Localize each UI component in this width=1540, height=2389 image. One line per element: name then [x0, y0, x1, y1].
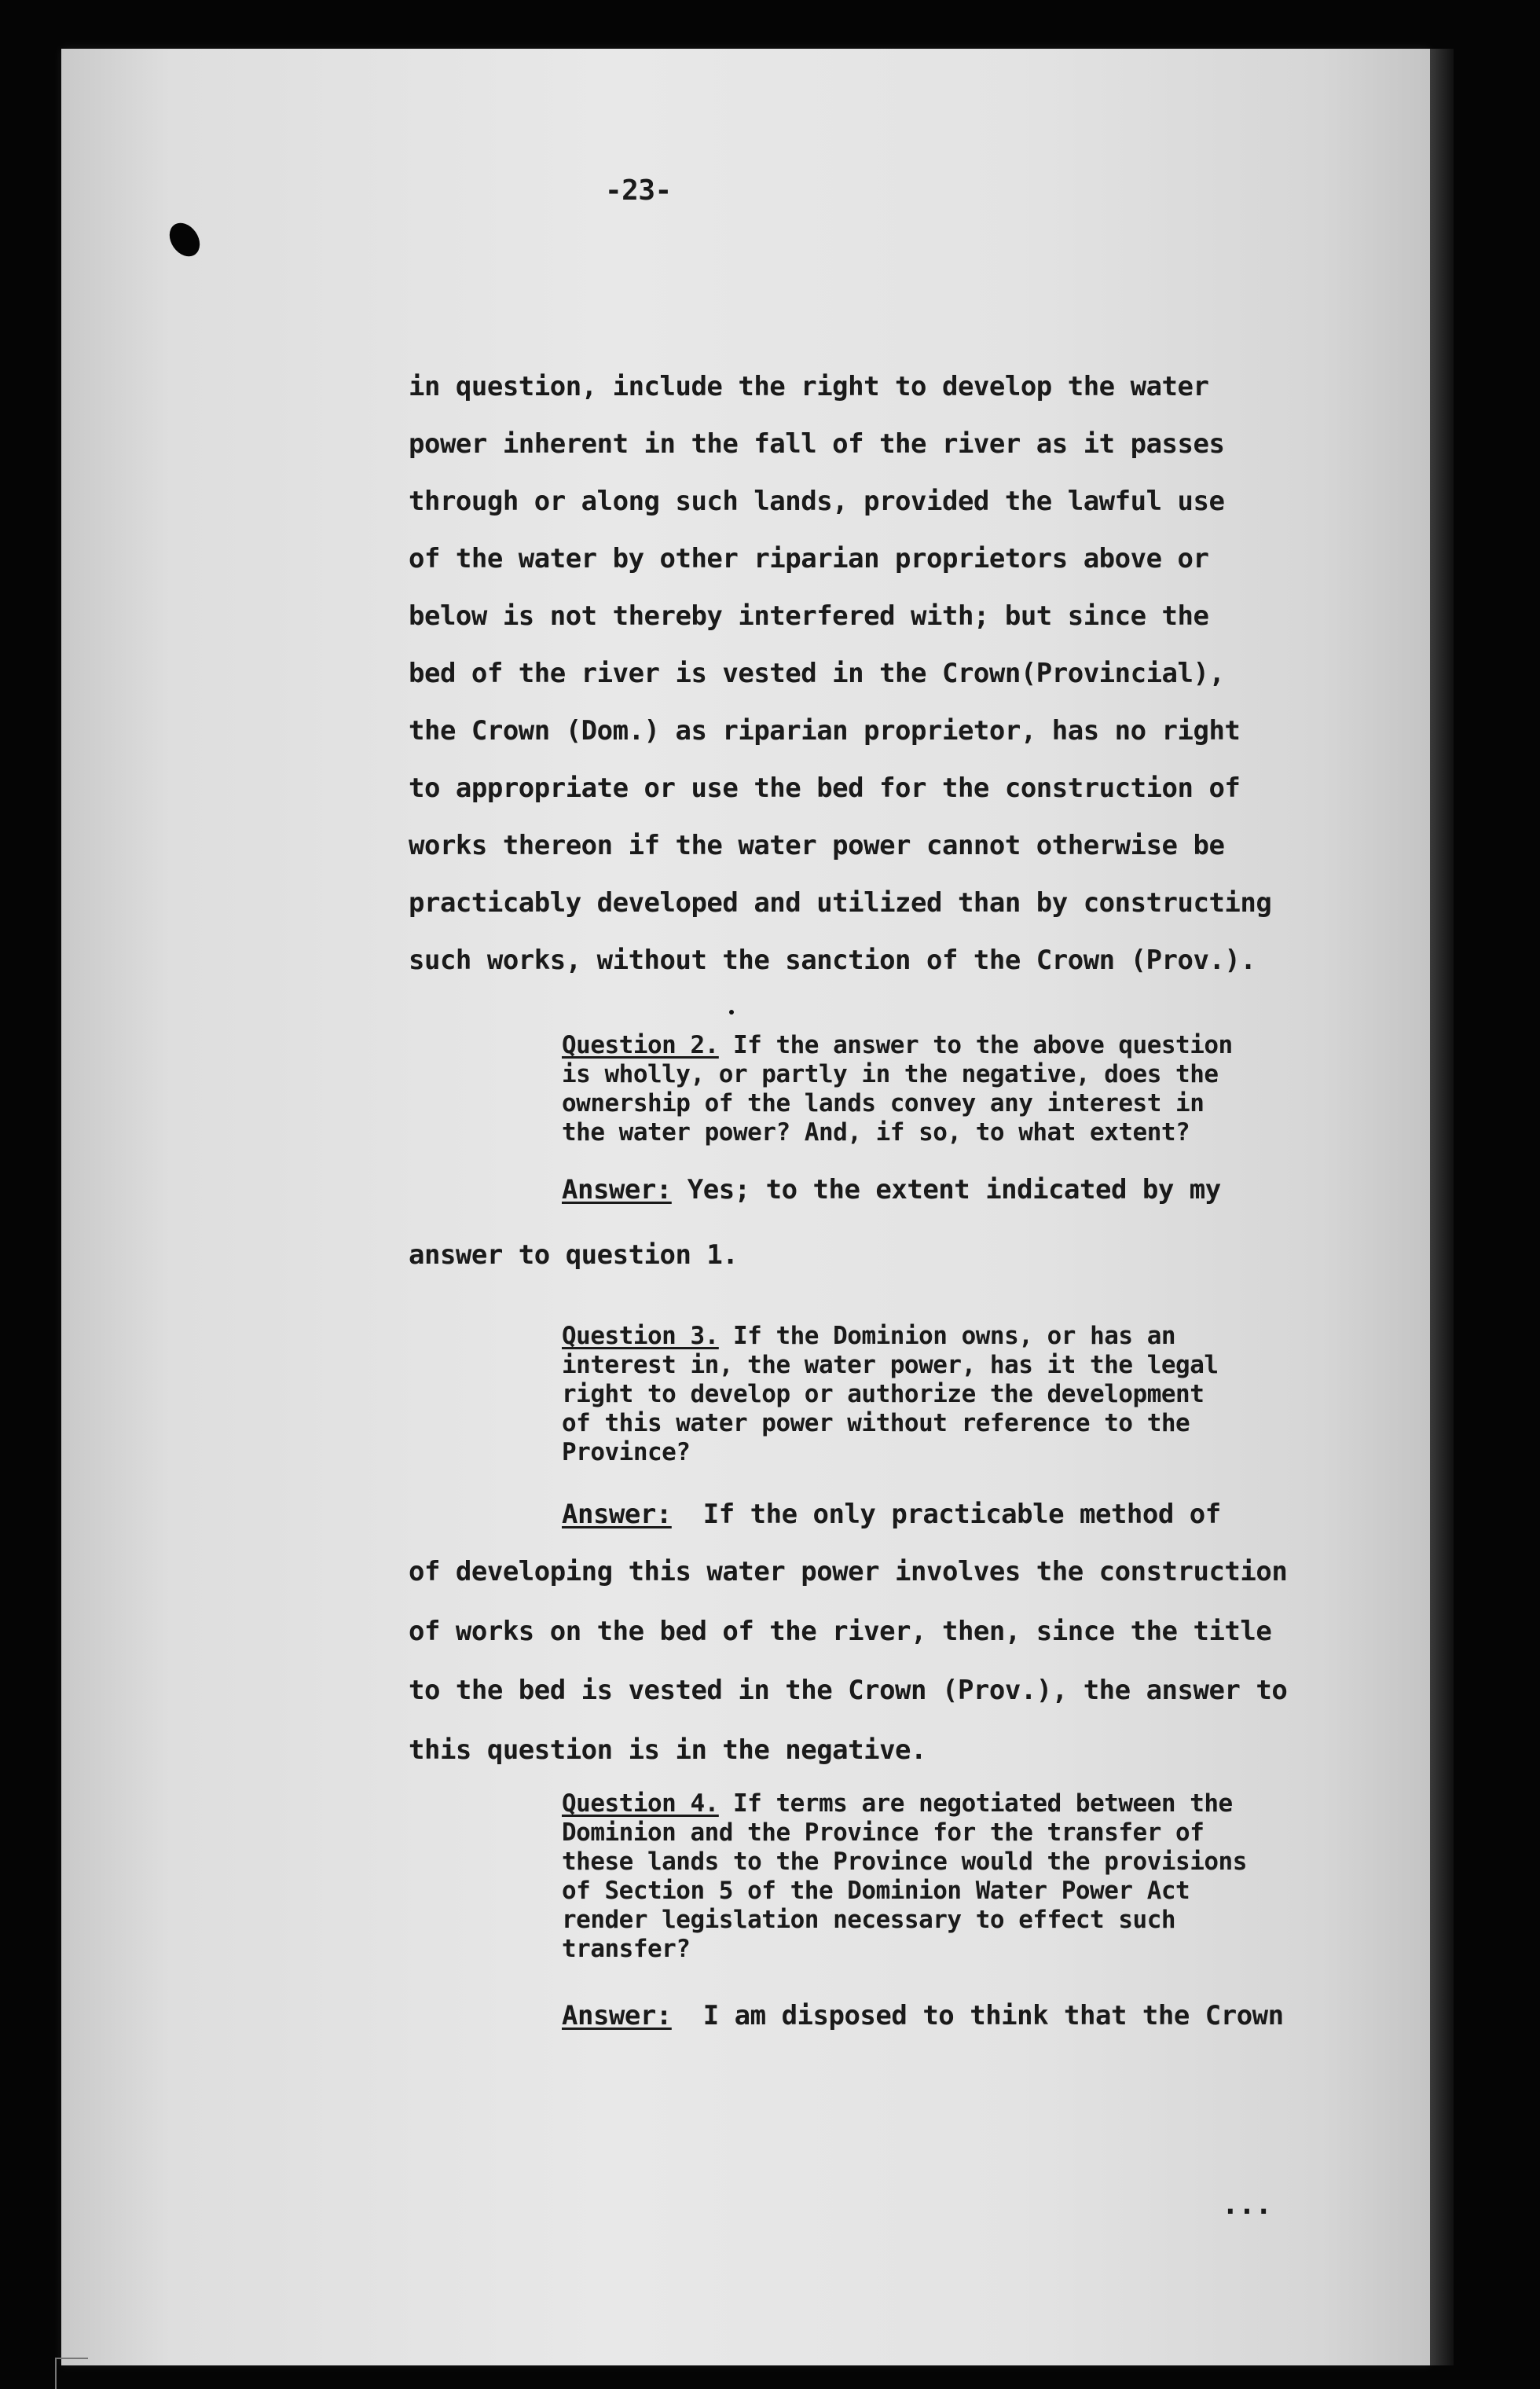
paragraph-line: to appropriate or use the bed for the construction of	[409, 772, 1241, 804]
question-2-line: the water power? And, if so, to what extent?	[562, 1118, 1190, 1147]
answer-3-line: to the bed is vested in the Crown (Prov.), the answer to	[409, 1675, 1288, 1706]
answer-3-first-line	[562, 1501, 1221, 1528]
question-2-text: If the answer to the above question	[718, 1031, 1233, 1059]
answer-3-line: of works on the bed of the river, then, since the title	[409, 1616, 1272, 1647]
answer-3-label: Answer:	[562, 1499, 672, 1530]
question-3-text: If the Dominion owns, or has an	[718, 1322, 1176, 1350]
paragraph-line: the Crown (Dom.) as riparian proprietor, has no right	[409, 715, 1241, 747]
answer-2-first-line	[562, 1174, 1221, 1206]
question-3-line: interest in, the water power, has it the legal	[562, 1351, 1219, 1379]
paragraph-line: practicably developed and utilized than by constructing	[409, 887, 1272, 919]
question-2-first-line	[562, 1033, 1233, 1058]
question-3-first-line	[562, 1324, 1175, 1349]
question-4-first-line	[562, 1789, 1233, 1818]
paragraph-line: in question, include the right to develop the water	[409, 371, 1209, 402]
corner-mark	[55, 2358, 88, 2389]
question-4-line: transfer?	[562, 1935, 691, 1963]
paragraph-line: of the water by other riparian proprietors above or	[409, 543, 1209, 574]
answer-3-line: this question is in the negative.	[409, 1734, 927, 1766]
page-number: -23-	[605, 174, 672, 207]
question-4-line: Dominion and the Province for the transfer of	[562, 1818, 1204, 1847]
question-4-label: Question 4.	[562, 1789, 719, 1818]
question-3-line: right to develop or authorize the development	[562, 1380, 1204, 1408]
question-3-line: of this water power without reference to the	[562, 1409, 1190, 1437]
question-4-line: these lands to the Province would the provisions	[562, 1848, 1247, 1876]
paragraph-line: through or along such lands, provided the lawful use	[409, 486, 1225, 517]
continuation-mark: ...	[1222, 2189, 1272, 2221]
question-2-line: is wholly, or partly in the negative, does the	[562, 1060, 1219, 1088]
paragraph-line: works thereon if the water power cannot otherwise be	[409, 830, 1225, 861]
answer-4-first-line	[562, 2002, 1284, 2029]
answer-2-line: answer to question 1.	[409, 1239, 739, 1271]
answer-2-label: Answer:	[562, 1174, 672, 1206]
question-2-line: ownership of the lands convey any interest in	[562, 1089, 1204, 1117]
answer-3-text: If the only practicable method of	[671, 1499, 1221, 1530]
answer-4-label: Answer:	[562, 2000, 672, 2031]
paragraph-line: below is not thereby interfered with; but since the	[409, 600, 1209, 632]
question-3-line: Province?	[562, 1438, 691, 1466]
question-4-line: render legislation necessary to effect such	[562, 1906, 1176, 1934]
answer-3-line: of developing this water power involves the construction	[409, 1556, 1288, 1587]
answer-2-text: Yes; to the extent indicated by my	[671, 1174, 1221, 1206]
question-2-label: Question 2.	[562, 1031, 719, 1059]
question-4-text: If terms are negotiated between the	[718, 1789, 1233, 1818]
question-4-line: of Section 5 of the Dominion Water Power Act	[562, 1877, 1190, 1905]
paragraph-line: such works, without the sanction of the Crown (Prov.).	[409, 945, 1256, 976]
stray-dot	[729, 1010, 734, 1015]
answer-4-text: I am disposed to think that the Crown	[671, 2000, 1284, 2031]
paragraph-line: power inherent in the fall of the river as it passes	[409, 428, 1225, 460]
page-edge-shadow	[1430, 49, 1454, 2365]
paragraph-line: bed of the river is vested in the Crown(Provincial),	[409, 658, 1225, 689]
question-3-label: Question 3.	[562, 1322, 719, 1350]
